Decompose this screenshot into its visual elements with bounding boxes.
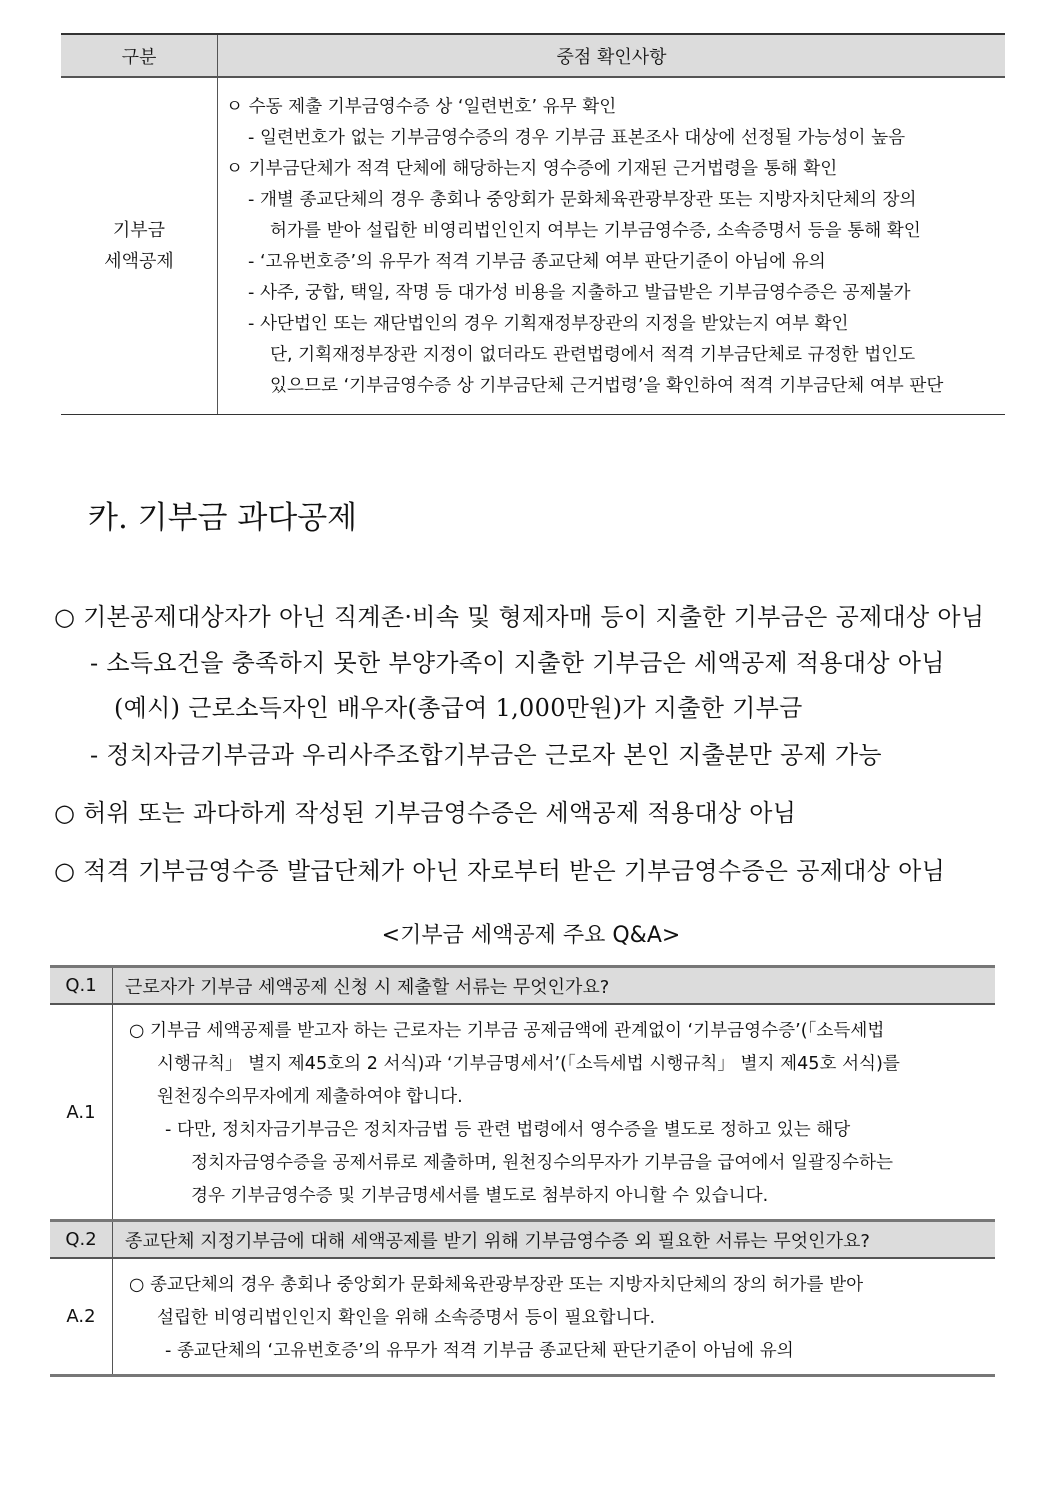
section-heading: 카. 기부금 과다공제 (88, 500, 358, 536)
review-table (61, 33, 1005, 415)
question-label: Q.2 (50, 1222, 113, 1257)
body-bullet: ○ 허위 또는 과다하게 작성된 기부금영수증은 세액공제 적용대상 아님 (54, 799, 797, 827)
question-text: 근로자가 기부금 세액공제 신청 시 제출할 서류는 무엇인가요? (125, 976, 610, 998)
answer-line: 정치자금영수증을 공제서류로 제출하며, 원천징수의무자가 기부금을 급여에서 일괄징수하는 (191, 1153, 893, 1173)
answer-line: - 종교단체의 ‘고유번호증’의 유무가 적격 기부금 종교단체 판단기준이 아님에 유의 (165, 1341, 794, 1361)
answer-line: 원천징수의무자에게 제출하여야 합니다. (157, 1087, 463, 1107)
answer-row (50, 1005, 995, 1219)
answer-line: 설립한 비영리법인인지 확인을 위해 소속증명서 등이 필요합니다. (157, 1308, 656, 1328)
answer-line: ○ 기부금 세액공제를 받고자 하는 근로자는 기부금 공제금액에 관계없이 ‘기부금영수증’(「소득세법 (129, 1021, 885, 1041)
question-row (50, 1219, 995, 1259)
body-bullet: ○ 기본공제대상자가 아닌 직계존·비속 및 형제자매 등이 지출한 기부금은 공제대상 아님 (54, 603, 985, 631)
check-subitem: - 사주, 궁합, 택일, 작명 등 대가성 비용을 지출하고 발급받은 기부금영수증은 공제불가 (248, 283, 911, 303)
answer-text (113, 1005, 995, 1219)
answer-label: A.2 (50, 1259, 113, 1374)
row-checkpoints (218, 78, 1005, 414)
check-subitem: - 일련번호가 없는 기부금영수증의 경우 기부금 표본조사 대상에 선정될 가능성이 높음 (248, 128, 906, 148)
review-table-header (61, 33, 1005, 78)
category-line: 세액공제 (104, 251, 174, 272)
answer-line: ○ 종교단체의 경우 총회나 중앙회가 문화체육관광부장관 또는 지방자치단체의 장의 허가를 받아 (129, 1275, 864, 1295)
check-subitem: - ‘고유번호증’의 유무가 적격 기부금 종교단체 여부 판단기준이 아님에 유의 (248, 252, 826, 272)
body-subbullet: - 소득요건을 충족하지 못한 부양가족이 지출한 기부금은 세액공제 적용대상 아님 (90, 649, 945, 677)
question-row (50, 965, 995, 1005)
header-checkpoints: 중점 확인사항 (556, 46, 667, 68)
check-subitem-cont: 단, 기획재정부장관 지정이 없더라도 관련법령에서 적격 기부금단체로 규정한 법인도 (270, 345, 916, 365)
body-bullet: ○ 적격 기부금영수증 발급단체가 아닌 자로부터 받은 기부금영수증은 공제대상 아님 (54, 857, 946, 885)
body-example: (예시) 근로소득자인 배우자(총급여 1,000만원)가 지출한 기부금 (114, 694, 803, 722)
answer-line: - 다만, 정치자금기부금은 정치자금법 등 관련 법령에서 영수증을 별도로 정하고 있는 해당 (165, 1120, 851, 1140)
question-text: 종교단체 지정기부금에 대해 세액공제를 받기 위해 기부금영수증 외 필요한 서류는 무엇인가요? (125, 1230, 870, 1252)
body-subbullet: - 정치자금기부금과 우리사주조합기부금은 근로자 본인 지출분만 공제 가능 (90, 741, 882, 769)
header-category: 구분 (61, 35, 218, 76)
answer-line: 시행규칙」 별지 제45호의 2 서식)과 ‘기부금명세서’(「소득세법 시행규칙」 별지 제45호 서식)를 (157, 1054, 900, 1074)
review-table-row (61, 78, 1005, 415)
row-category (61, 78, 218, 414)
answer-text (113, 1259, 995, 1374)
answer-row (50, 1259, 995, 1377)
question-label: Q.1 (50, 968, 113, 1003)
qa-caption: <기부금 세액공제 주요 Q&A> (381, 923, 681, 948)
answer-line: 경우 기부금영수증 및 기부금명세서를 별도로 첨부하지 아니할 수 있습니다. (191, 1186, 769, 1206)
check-item: ㅇ 수동 제출 기부금영수증 상 ‘일련번호’ 유무 확인 (226, 97, 617, 117)
category-line: 기부금 (112, 220, 166, 241)
check-subitem: - 개별 종교단체의 경우 총회나 중앙회가 문화체육관광부장관 또는 지방자치단체의 장의 (248, 190, 917, 210)
check-subitem-cont: 허가를 받아 설립한 비영리법인인지 여부는 기부금영수증, 소속증명서 등을 통해 확인 (270, 221, 921, 241)
check-subitem: - 사단법인 또는 재단법인의 경우 기획재정부장관의 지정을 받았는지 여부 확인 (248, 314, 849, 334)
answer-label: A.1 (50, 1005, 113, 1219)
check-subitem-cont: 있으므로 ‘기부금영수증 상 기부금단체 근거법령’을 확인하여 적격 기부금단체 여부 판단 (270, 376, 944, 396)
check-item: ㅇ 기부금단체가 적격 단체에 해당하는지 영수증에 기재된 근거법령을 통해 확인 (226, 159, 838, 179)
qa-table (50, 965, 995, 1377)
